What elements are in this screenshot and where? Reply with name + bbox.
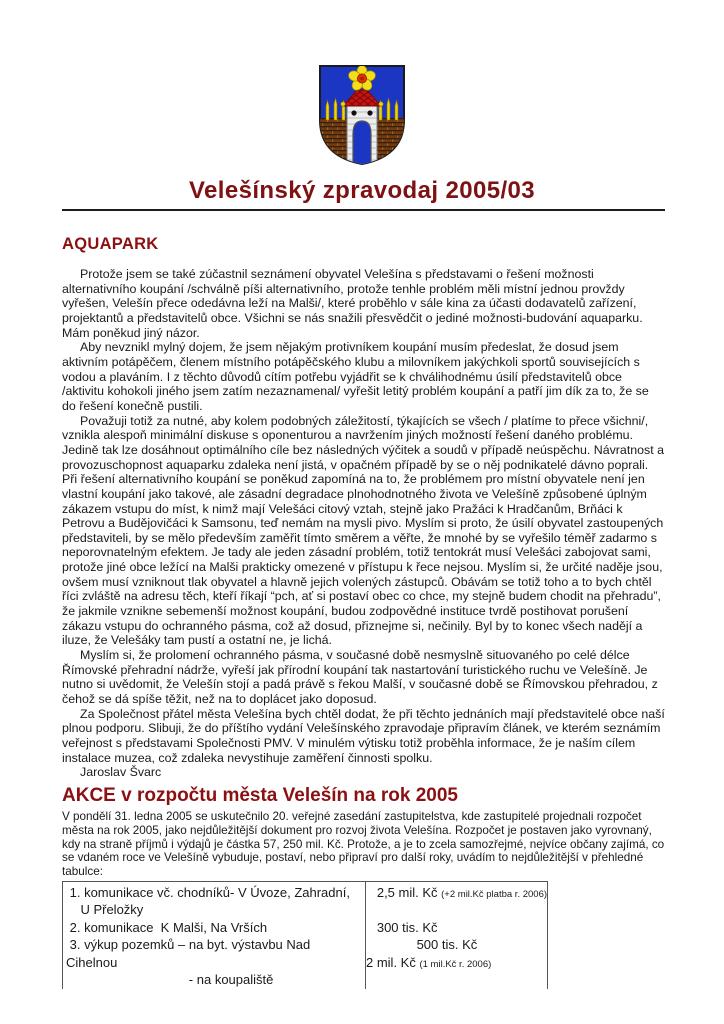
title-divider: [62, 209, 665, 211]
aquapark-body: [62, 267, 665, 780]
amount: 300 tis. Kč: [366, 919, 438, 935]
table-line: [366, 884, 547, 902]
budget-table-items-cell: [62, 882, 366, 989]
table-line: 1. komunikace vč. chodníků- V Úvoze, Zahradní,: [66, 884, 350, 900]
paragraph: Myslím si, že prolomení ochranného pásma, v současné době nesmyslně situovaného po celé délce Římovské přehradní nádrže, vyřeší jak přírodní koupání tak nastartování turistického ruchu ve Velešíně. Je nutno si uvědomit, že Velešín stojí a padá právě s řekou Malší, v současné době se Římovskou přehradou, z čehož se dá spíše těžit, než na to doplácet jako doposud.: [62, 648, 658, 707]
velesin-coat-of-arms-icon: [316, 62, 408, 168]
table-line: [366, 954, 547, 972]
table-line: Cihelnou: [66, 954, 118, 970]
signature: Jaroslav Švarc: [80, 765, 162, 780]
table-line: - na koupaliště: [66, 972, 274, 988]
table-line: 3. výkup pozemků – na byt. výstavbu Nad: [66, 937, 311, 953]
crest-container: [0, 0, 724, 173]
table-line: U Přeložky: [66, 902, 144, 918]
budget-table-amounts-cell: [366, 882, 548, 989]
table-line: 2. komunikace K Malši, Na Vrších: [66, 919, 268, 935]
budget-table: [62, 881, 548, 989]
paragraph: Za Společnost přátel města Velešína bych chtěl dodat, že při těchto jednáních mají představitelé obce naší plnou podporu. Slibuji, že do příštího vydání Velešínského zpravodaje připravím článek, ve kterém seznámím veřejnost s představami Společnosti PMV. V minulém výtisku totiž proběhla informace, že je naším cílem instalace muzea, což zdaleka nevystihuje zaměření činnosti spolku.: [62, 706, 665, 765]
page-title: Velešínský zpravodaj 2005/03: [188, 177, 536, 204]
amount-note: (1 mil.Kč r. 2006): [419, 958, 492, 970]
table-line: [366, 919, 547, 937]
amount: 2,5 mil. Kč: [366, 884, 442, 900]
paragraph: Aby nevznikl mylný dojem, že jsem nějakým protivníkem koupání musím předeslat, že dosud jsem aktivním potápěčem, členem místního potápěčského klubu a milovníkem jakýchkoli sportů souvisejících s vodou a plaváním. I z těchto důvodů cítím potřebu vyjádřit se k chválihodnému úsilí představitelů obce /aktivitu kohokoli jiného jsem zatím nezaznamenal/ vyřešit letitý problém koupání a patří jim dík za to, že se do řešení konečně pustili.: [62, 340, 649, 413]
section-heading-akce: AKCE v rozpočtu města Velešín na rok 2005: [62, 784, 458, 806]
amount-note: (+2 mil.Kč platba r. 2006): [441, 888, 548, 900]
content-area: [0, 209, 724, 989]
section-heading-aquapark: AQUAPARK: [62, 235, 159, 253]
table-line: [366, 901, 547, 919]
amount: 2 mil. Kč: [366, 954, 420, 970]
paragraph: Považuji totiž za nutné, aby kolem podobných záležitostí, týkajících se všech / platíme to přece všichni/, vznikla alespoň minimální diskuse s oponenturou a navržením jiných možností řešení daného problému. Jedině tak lze dosáhnout optimálního cíle bez následných výčitek a soudů v případě neúspěchu. Návratnost a provozuschopnost aquaparku zdaleka není jistá, v opačném případě by se o něj podnikatelé dávno poprali. Při řešení alternativního koupání se poněkud zapomíná na to, že problémem pro místní obyvatele není jen vlastní koupání jako takové, ale zásadní degradace plnohodnotného života ve Velešíně způsobené úplným zákazem vstupu do míst, k nimž mají Velešáci citový vztah, stejně jako Pražáci k Hradčanům, Brňáci k Petrovu a Budějovičáci k Samsonu, teď nemám na mysli pivo. Myslím si proto, že úsilí obyvatel zastoupených představiteli, by se mělo především zaměřit tímto směrem a věřte, že mnohé by se vyřešilo téměř zadarmo s neporovnatelným efektem. Je tady ale jeden zásadní problém, totiž tentokrát musí Velešáci zabojovat sami, protože jiné obce ležící na Malši prakticky omezené v přístupu k řece nejsou. Myslím si, že určité naděje jsou, ovšem musí vzniknout tlak obyvatel a hlavně jejich volených zástupců. Obávám se totiž toho a to bych chtěl říci zvláště na adresu těch, kteří říkají “pch, ať si postaví obec co chce, my stejně budem chodit na přehradu”, že jakmile vznikne sebemenší možnost koupání, budou zodpovědné instituce tvrdě postihovat porušení zákazu vstupu do ochranného pásma, což až dosud, přiznejme si, nečinily. Byl by to konec všech nadějí a iluze, že Velešáky tam pustí a ostatní ne, je lichá.: [62, 413, 665, 648]
table-line: [366, 936, 547, 954]
amount: 500 tis. Kč: [366, 937, 478, 953]
table-line: [366, 971, 547, 989]
akce-intro-paragraph: V pondělí 31. ledna 2005 se uskutečnilo 20. veřejné zasedání zastupitelstva, kde zastupitelé projednali rozpočet města na rok 2005, jako nejdůležitější dokument pro rozvoj života Velešína. Rozpočet je postaven jako vyrovnaný, kdy na straně příjmů i výdajů je částka 57, 250 mil. Kč. Protože, a je to zcela samozřejmé, nejvíce občany zajímá, co se vdaném roce ve Velešíně vybuduje, postaví, nebo připraví pro další roky, uvádím to nejdůležitější v přehledné tabulce:: [62, 809, 665, 879]
paragraph: Protože jsem se také zúčastnil seznámení obyvatel Velešína s představami o řešení možnosti alternativního koupání /schválně píši alternativního, protože tenhle problém měli místní jednou provždy vyřešen, Velešín přece odedávna leží na Malši/, které proběhlo v sále kina za účasti dodavatelů zařízení, projektantů a představitelů obce. Všichni se nás snažili přesvědčit o jediné možnosti-budování aquaparku. Mám poněkud jiný názor.: [62, 267, 643, 340]
